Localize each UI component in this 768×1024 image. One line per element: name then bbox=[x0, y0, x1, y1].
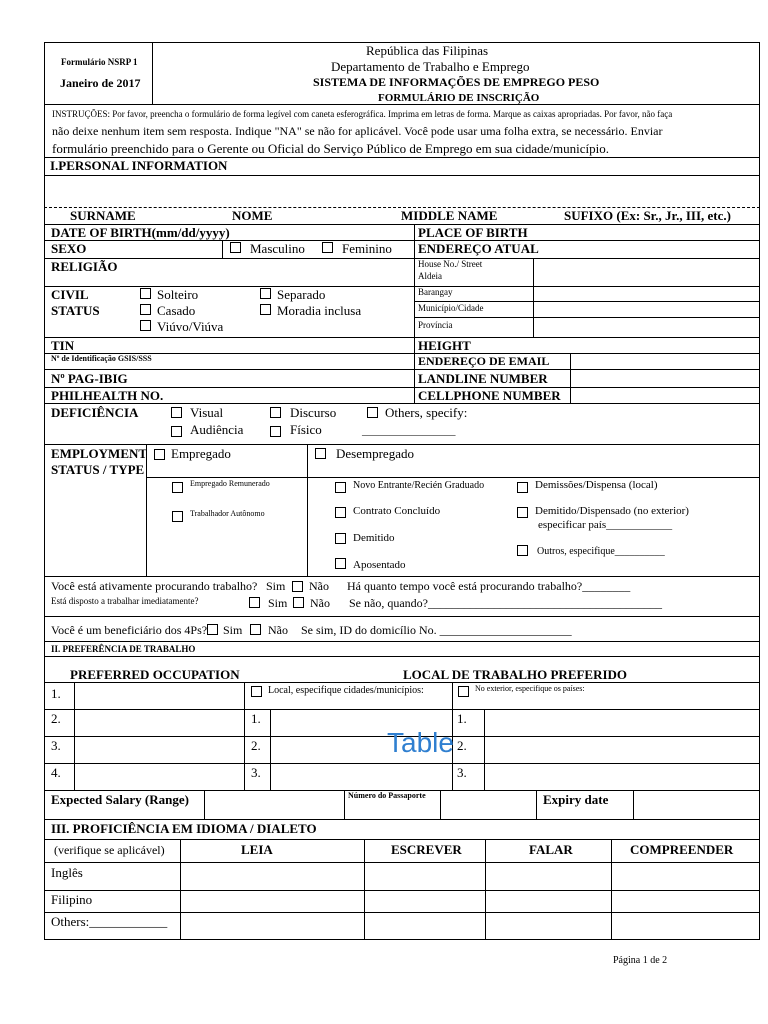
exterior-checkbox[interactable] bbox=[458, 686, 469, 697]
section-personal-info: I.PERSONAL INFORMATION bbox=[50, 158, 228, 173]
q-disposto-sim-label: Sim bbox=[268, 596, 288, 610]
q-procurando-label: Você está ativamente procurando trabalho? bbox=[51, 579, 258, 593]
visual-label: Visual bbox=[190, 405, 224, 420]
department-name: Departamento de Trabalho e Emprego bbox=[331, 59, 530, 74]
demissoes-checkbox[interactable] bbox=[517, 482, 528, 493]
tin-label: TIN bbox=[51, 338, 75, 353]
landline-label: LANDLINE NUMBER bbox=[418, 371, 548, 386]
verifique-label: (verifique se aplicável) bbox=[54, 843, 165, 857]
occupation-num-1: 1. bbox=[51, 686, 61, 701]
municipio-label: Município/Cidade bbox=[418, 303, 484, 313]
section-language: III. PROFICIÊNCIA EM IDIOMA / DIALETO bbox=[51, 821, 317, 836]
fisico-label: Físico bbox=[290, 422, 322, 437]
novo-entrante-label: Novo Entrante/Recién Graduado bbox=[353, 480, 485, 491]
country-name: República das Filipinas bbox=[366, 43, 489, 58]
occupation-num-2: 2. bbox=[51, 711, 61, 726]
gsis-label: Nº de Identificação GSIS/SSS bbox=[51, 354, 152, 363]
barangay-label: Barangay bbox=[418, 287, 453, 297]
solteiro-label: Solteiro bbox=[157, 287, 199, 302]
moradia-label: Moradia inclusa bbox=[277, 303, 362, 318]
feminino-checkbox[interactable] bbox=[322, 242, 333, 253]
middle-name-label: MIDDLE NAME bbox=[401, 208, 498, 223]
form-title: FORMULÁRIO DE INSCRIÇÃO bbox=[378, 92, 540, 104]
contrato-label: Contrato Concluído bbox=[353, 505, 441, 517]
autonomo-label: Trabalhador Autônomo bbox=[190, 509, 265, 518]
discurso-label: Discurso bbox=[290, 405, 337, 420]
sufixo-label: SUFIXO (Ex: Sr., Jr., III, etc.) bbox=[564, 208, 731, 223]
q-4ps-sim-label: Sim bbox=[223, 623, 243, 637]
local-num-1: 1. bbox=[251, 711, 261, 726]
others-disability-label: Others, specify: bbox=[385, 405, 468, 420]
exterior-num-2: 2. bbox=[457, 738, 467, 753]
others-disability-field[interactable]: _________________ bbox=[362, 425, 456, 437]
desempregado-checkbox[interactable] bbox=[315, 448, 326, 459]
q-4ps-nao-checkbox[interactable] bbox=[250, 624, 261, 635]
q-tempo-field[interactable]: Há quanto tempo você está procurando trabalho?________ bbox=[347, 579, 631, 593]
remunerado-checkbox[interactable] bbox=[172, 482, 183, 493]
table-watermark: Table bbox=[387, 727, 454, 758]
section-job-preference: II. PREFERÊNCIA DE TRABALHO bbox=[51, 644, 196, 654]
masculino-label: Masculino bbox=[250, 241, 305, 256]
height-label: HEIGHT bbox=[418, 338, 471, 353]
aposentado-label: Aposentado bbox=[353, 559, 406, 571]
system-name: SISTEMA DE INFORMAÇÕES DE EMPREGO PESO bbox=[313, 75, 600, 89]
q-disposto-nao-label: Não bbox=[310, 596, 330, 610]
remunerado-label: Empregado Remunerado bbox=[190, 479, 270, 488]
especificar-pais-field[interactable]: especificar país____________ bbox=[538, 519, 673, 531]
aposentado-checkbox[interactable] bbox=[335, 558, 346, 569]
q-procurando-nao-label: Não bbox=[309, 579, 329, 593]
demitido-checkbox[interactable] bbox=[335, 533, 346, 544]
nome-label: NOME bbox=[232, 208, 273, 223]
novo-entrante-checkbox[interactable] bbox=[335, 482, 346, 493]
local-spec-label: Local, especifique cidades/municípios: bbox=[268, 685, 424, 696]
exterior-spec-label: No exterior, especifique os países: bbox=[475, 684, 585, 693]
exterior-num-3: 3. bbox=[457, 765, 467, 780]
aldeia-label: Aldeia bbox=[418, 271, 442, 281]
empregado-checkbox[interactable] bbox=[154, 449, 165, 460]
pagibig-label: Nº PAG-IBIG bbox=[51, 371, 128, 386]
solteiro-checkbox[interactable] bbox=[140, 288, 151, 299]
viuvo-checkbox[interactable] bbox=[140, 320, 151, 331]
q-procurando-sim-checkbox[interactable] bbox=[292, 581, 303, 592]
instructions-line-2: não deixe nenhum item sem resposta. Indique "NA" se não for aplicável. Você pode usar uma folha extra, se necessário. Enviar bbox=[52, 124, 663, 138]
place-of-birth-label: PLACE OF BIRTH bbox=[418, 225, 528, 240]
surname-label: SURNAME bbox=[70, 208, 136, 223]
q-quando-field[interactable]: Se não, quando?_______________________________________ bbox=[349, 596, 662, 610]
ingles-label: Inglês bbox=[51, 865, 83, 880]
compreender-header: COMPREENDER bbox=[630, 842, 734, 857]
occupation-num-4: 4. bbox=[51, 765, 61, 780]
local-checkbox[interactable] bbox=[251, 686, 262, 697]
local-trabalho-label: LOCAL DE TRABALHO PREFERIDO bbox=[403, 667, 628, 682]
others-language-field[interactable]: Others:____________ bbox=[51, 914, 168, 929]
q-4ps-nao-label: Não bbox=[268, 623, 288, 637]
local-num-3: 3. bbox=[251, 765, 261, 780]
local-num-2: 2. bbox=[251, 738, 261, 753]
dob-label: DATE OF BIRTH(mm/dd/yyyy) bbox=[51, 225, 230, 240]
demitido-exterior-label: Demitido/Dispensado (no exterior) bbox=[535, 505, 689, 517]
separado-label: Separado bbox=[277, 287, 326, 302]
falar-header: FALAR bbox=[529, 842, 573, 857]
fisico-checkbox[interactable] bbox=[270, 426, 281, 437]
header-divider bbox=[152, 42, 153, 104]
q-4ps-label: Você é um beneficiário dos 4Ps? bbox=[51, 623, 208, 637]
house-no-label: House No./ Street bbox=[418, 259, 483, 269]
discurso-checkbox[interactable] bbox=[270, 407, 281, 418]
demitido-exterior-checkbox[interactable] bbox=[517, 507, 528, 518]
moradia-checkbox[interactable] bbox=[260, 304, 271, 315]
provincia-label: Província bbox=[418, 320, 453, 330]
casado-label: Casado bbox=[157, 303, 196, 318]
sexo-label: SEXO bbox=[51, 241, 87, 256]
others-disability-checkbox[interactable] bbox=[367, 407, 378, 418]
expected-salary-label: Expected Salary (Range) bbox=[51, 792, 189, 807]
empregado-label: Empregado bbox=[171, 446, 231, 461]
form-date: Janeiro de 2017 bbox=[60, 76, 141, 90]
filipino-label: Filipino bbox=[51, 892, 93, 907]
q-disposto-sim-checkbox[interactable] bbox=[249, 597, 260, 608]
desempregado-label: Desempregado bbox=[336, 446, 414, 461]
outros-field[interactable]: Outros, especifique__________ bbox=[537, 546, 665, 557]
endereco-atual-label: ENDEREÇO ATUAL bbox=[418, 241, 539, 256]
employment-status-label: STATUS / TYPE bbox=[51, 462, 145, 477]
escrever-header: ESCREVER bbox=[391, 842, 462, 857]
separado-checkbox[interactable] bbox=[260, 288, 271, 299]
visual-checkbox[interactable] bbox=[171, 407, 182, 418]
civil-label: CIVIL bbox=[51, 287, 89, 302]
q-4ps-sim-checkbox[interactable] bbox=[207, 624, 218, 635]
audiencia-checkbox[interactable] bbox=[171, 426, 182, 437]
instructions-line-1: INSTRUÇÕES: Por favor, preencha o formulário de forma legível com caneta esferográfica. Imprima em letras de forma. Marque as caixas apropriadas. Por favor, não faça bbox=[52, 109, 673, 119]
philhealth-label: PHILHEALTH NO. bbox=[51, 388, 164, 403]
q-disposto-nao-checkbox[interactable] bbox=[293, 597, 304, 608]
audiencia-label: Audiência bbox=[190, 422, 244, 437]
demitido-label: Demitido bbox=[353, 532, 395, 544]
leia-header: LEIA bbox=[241, 842, 273, 857]
form-code: Formulário NSRP 1 bbox=[61, 57, 138, 67]
status-label: STATUS bbox=[51, 303, 100, 318]
exterior-num-1: 1. bbox=[457, 711, 467, 726]
deficiencia-label: DEFICIÊNCIA bbox=[51, 405, 139, 420]
email-label: ENDEREÇO DE EMAIL bbox=[418, 354, 550, 368]
q-disposto-label: Está disposto a trabalhar imediatamente? bbox=[51, 596, 199, 606]
casado-checkbox[interactable] bbox=[140, 304, 151, 315]
demissoes-label: Demissões/Dispensa (local) bbox=[535, 479, 658, 491]
cellphone-label: CELLPHONE NUMBER bbox=[418, 388, 561, 403]
feminino-label: Feminino bbox=[342, 241, 392, 256]
page-number: Página 1 de 2 bbox=[613, 955, 668, 966]
outros-checkbox[interactable] bbox=[517, 545, 528, 556]
passaporte-label: Número do Passaporte bbox=[348, 791, 426, 800]
expiry-date-label: Expiry date bbox=[543, 792, 609, 807]
religiao-label: RELIGIÃO bbox=[51, 259, 118, 274]
employment-label: EMPLOYMENT bbox=[51, 446, 148, 461]
contrato-checkbox[interactable] bbox=[335, 507, 346, 518]
preferred-occupation-label: PREFERRED OCCUPATION bbox=[70, 667, 240, 682]
occupation-num-3: 3. bbox=[51, 738, 61, 753]
viuvo-label: Viúvo/Viúva bbox=[157, 319, 224, 334]
q-procurando-sim-label: Sim bbox=[266, 579, 286, 593]
masculino-checkbox[interactable] bbox=[230, 242, 241, 253]
q-domicilio-field[interactable]: Se sim, ID do domicílio No. ______________________ bbox=[301, 623, 572, 637]
instructions-line-3: formulário preenchido para o Gerente ou Oficial do Serviço Público de Emprego em sua cidade/município. bbox=[52, 141, 610, 156]
autonomo-checkbox[interactable] bbox=[172, 511, 183, 522]
